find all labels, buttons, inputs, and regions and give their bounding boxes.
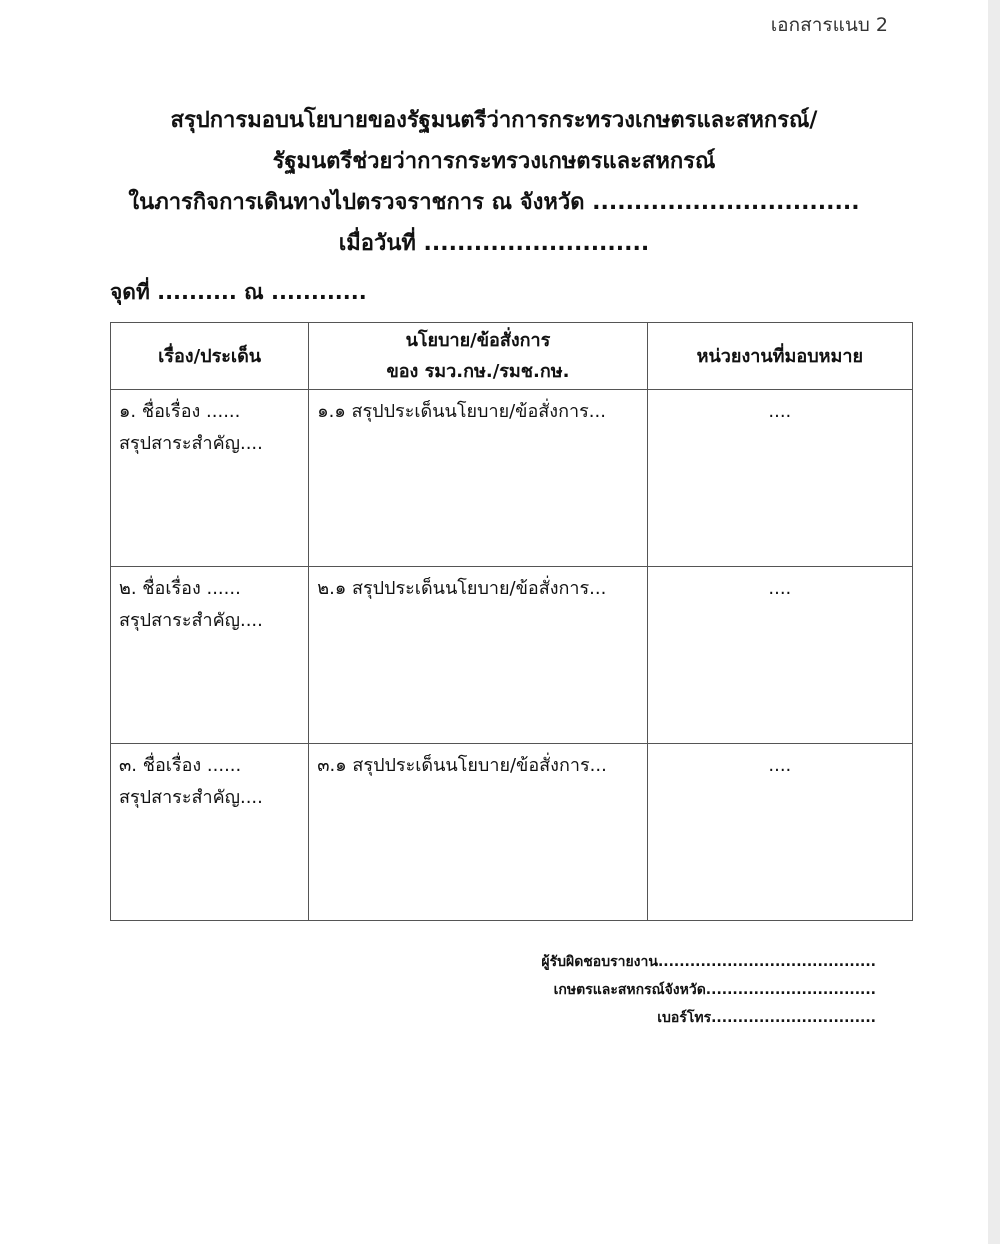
topic-title: ๑. ชื่อเรื่อง ...... — [119, 401, 241, 422]
topic-summary: สรุปสาระสำคัญ.... — [119, 787, 263, 808]
unit-cell: .... — [647, 744, 912, 921]
title-line-3: ในภารกิจการเดินทางไปตรวจราชการ ณ จังหวัด ................................ — [128, 190, 860, 215]
title-line-4: เมื่อวันที่ ........................... — [338, 231, 650, 256]
unit-cell: .... — [647, 567, 912, 744]
header-unit: หน่วยงานที่มอบหมาย — [647, 323, 912, 390]
header-topic: เรื่อง/ประเด็น — [111, 323, 309, 390]
header-policy-line-2: ของ รมว.กษ./รมช.กษ. — [386, 361, 570, 382]
title-line-1: สรุปการมอบนโยบายของรัฐมนตรีว่าการกระทรวงเกษตรและสหกรณ์/ — [170, 108, 818, 133]
topic-summary: สรุปสาระสำคัญ.... — [119, 433, 263, 454]
title-line-2: รัฐมนตรีช่วยว่าการกระทรวงเกษตรและสหกรณ์ — [272, 149, 716, 174]
policy-cell: ๑.๑ สรุปประเด็นนโยบาย/ข้อสั่งการ... — [309, 390, 647, 567]
topic-cell — [111, 567, 309, 744]
signature-block — [541, 948, 876, 1032]
table-row — [111, 744, 913, 921]
topic-cell — [111, 390, 309, 567]
policy-table — [110, 322, 913, 921]
table-row — [111, 390, 913, 567]
topic-title: ๓. ชื่อเรื่อง ...... — [119, 755, 242, 776]
topic-summary: สรุปสาระสำคัญ.... — [119, 610, 263, 631]
attachment-label: เอกสารแนบ 2 — [770, 14, 888, 36]
table-row — [111, 567, 913, 744]
policy-cell: ๓.๑ สรุปประเด็นนโยบาย/ข้อสั่งการ... — [309, 744, 647, 921]
agency-line: เกษตรและสหกรณ์จังหวัด................................ — [553, 982, 876, 998]
document-title — [0, 100, 988, 264]
policy-cell: ๒.๑ สรุปประเด็นนโยบาย/ข้อสั่งการ... — [309, 567, 647, 744]
header-policy-line-1: นโยบาย/ข้อสั่งการ — [405, 330, 551, 351]
header-policy — [309, 323, 647, 390]
page-edge — [988, 0, 1000, 1244]
table-header-row — [111, 323, 913, 390]
topic-cell — [111, 744, 309, 921]
topic-title: ๒. ชื่อเรื่อง ...... — [119, 578, 241, 599]
unit-cell: .... — [647, 390, 912, 567]
reporter-line: ผู้รับผิดชอบรายงาน......................................... — [541, 954, 876, 970]
point-line: จุดที่ .......... ณ ............ — [110, 280, 367, 304]
phone-line: เบอร์โทร............................... — [657, 1010, 876, 1026]
